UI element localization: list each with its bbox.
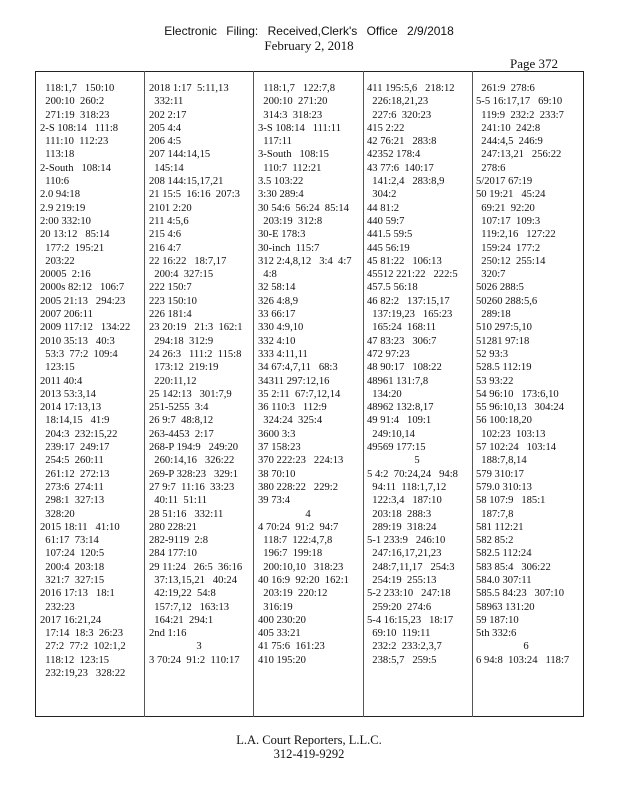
index-entry: 49 91:4 109:1 (367, 415, 432, 427)
index-entry: 122:3,4 187:10 (367, 495, 442, 507)
column-divider (144, 71, 145, 717)
index-entry: 215 4:6 (149, 229, 182, 241)
index-column-5 (476, 82, 576, 710)
index-entry: 102:23 103:13 (476, 428, 546, 440)
index-entry: 2016 17:13 18:1 (40, 588, 115, 600)
index-entry: 316:19 (258, 601, 293, 613)
page-number: Page 372 (510, 56, 559, 71)
index-entry: 34311 297:12,16 (258, 375, 330, 387)
column-divider (363, 71, 364, 717)
index-entry: 400 230:20 (258, 614, 306, 626)
index-entry: 2nd 1:16 (149, 628, 187, 640)
index-entry: 5-1 233:9 246:10 (367, 535, 446, 547)
index-entry: 200:4 203:18 (40, 561, 105, 573)
index-entry: 40:11 51:11 (149, 495, 208, 507)
index-entry: 320:7 (476, 269, 506, 281)
index-entry: 37 158:23 (258, 442, 301, 454)
index-entry: 583 85:4 306:22 (476, 561, 551, 573)
index-entry: 196:7 199:18 (258, 548, 323, 560)
index-entry: 332:11 (149, 96, 184, 108)
index-entry: 410 195:20 (258, 654, 306, 666)
index-entry: 20 13:12 85:14 (40, 229, 110, 241)
index-entry: 223 150:10 (149, 295, 197, 307)
index-entry: 55 96:10,13 304:24 (476, 402, 564, 414)
index-entry: 173:12 219:19 (149, 362, 219, 374)
index-entry: 42352 178:4 (367, 149, 421, 161)
index-entry: 24 26:3 111:2 115:8 (149, 348, 242, 360)
index-entry: 36 110:3 112:9 (258, 402, 327, 414)
index-entry: 119:2,16 127:22 (476, 229, 556, 241)
index-entry: 28 51:16 332:11 (149, 508, 224, 520)
index-entry: 238:5,7 259:5 (367, 654, 437, 666)
index-entry: 5/2017 67:19 (476, 176, 533, 188)
index-section-heading: 4 (305, 508, 311, 520)
index-entry: 440 59:7 (367, 215, 405, 227)
index-entry: 2101 2:20 (149, 202, 192, 214)
index-entry: 27 9:7 11:16 33:23 (149, 481, 235, 493)
index-column-3 (258, 82, 358, 710)
index-entry: 2011 40:4 (40, 375, 83, 387)
index-entry: 581 112:21 (476, 521, 524, 533)
column-divider (253, 71, 254, 717)
index-entry: 58963 131:20 (476, 601, 535, 613)
index-entry: 57 102:24 103:14 (476, 442, 557, 454)
index-entry: 50 19:21 45:24 (476, 189, 546, 201)
index-entry: 208 144:15,17,21 (149, 176, 224, 188)
index-entry: 52 93:3 (476, 348, 509, 360)
index-entry: 2.0 94:18 (40, 189, 81, 201)
index-entry: 298:1 327:13 (40, 495, 105, 507)
index-column-4 (367, 82, 467, 710)
index-entry: 227:6 320:23 (367, 109, 432, 121)
index-entry: 254:5 260:11 (40, 455, 104, 467)
index-entry: 61:17 73:14 (40, 535, 99, 547)
index-entry: 42:19,22 54:8 (149, 588, 216, 600)
index-entry: 47 83:23 306:7 (367, 335, 437, 347)
index-entry: 42 76:21 283:8 (367, 136, 437, 148)
index-entry: 582.5 112:24 (476, 548, 532, 560)
index-entry: 118:7 122:4,7,8 (258, 535, 333, 547)
index-entry: 30 54:6 56:24 85:14 (258, 202, 349, 214)
index-entry: 27:2 77:2 102:1,2 (40, 641, 126, 653)
index-entry: 39 73:4 (258, 495, 291, 507)
index-entry: 203:22 (40, 255, 75, 267)
hearing-date: February 2, 2018 (264, 38, 354, 53)
index-entry: 141:2,4 283:8,9 (367, 176, 445, 188)
index-entry: 49569 177:15 (367, 442, 426, 454)
index-entry: 333 4:11,11 (258, 348, 308, 360)
index-entry: 585.5 84:23 307:10 (476, 588, 564, 600)
index-entry: 107:17 109:3 (476, 215, 541, 227)
index-entry: 411 195:5,6 218:12 (367, 83, 455, 94)
index-entry: 268-P 194:9 249:20 (149, 442, 239, 454)
index-entry: 51281 97:18 (476, 335, 530, 347)
index-entry: 332 4:10 (258, 335, 296, 347)
index-entry: 328:20 (40, 508, 75, 520)
index-entry: 118:1,7 150:10 (40, 83, 115, 94)
index-entry: 30-inch 115:7 (258, 242, 320, 254)
index-entry: 261:9 278:6 (476, 83, 535, 94)
index-entry: 321:7 327:15 (40, 574, 105, 586)
index-entry: 5 4:2 70:24,24 94:8 (367, 468, 458, 480)
index-section-heading: 5 (414, 455, 420, 467)
index-entry: 3-S 108:14 111:11 (258, 122, 341, 134)
index-entry: 43 77:6 140:17 (367, 162, 434, 174)
index-entry: 259:20 274:6 (367, 601, 432, 613)
index-entry: 2014 17:13,13 (40, 402, 102, 414)
index-entry: 35 2:11 67:7,12,14 (258, 388, 341, 400)
index-entry: 119:9 232:2 233:7 (476, 109, 564, 121)
index-entry: 203:19 312:8 (258, 215, 323, 227)
index-entry: 445 56:19 (367, 242, 410, 254)
index-entry: 415 2:22 (367, 122, 405, 134)
index-entry: 3:30 289:4 (258, 189, 304, 201)
index-entry: 5-4 16:15,23 18:17 (367, 614, 454, 626)
index-entry: 271:19 318:23 (40, 109, 110, 121)
index-entry: 94:11 118:1,7,12 (367, 481, 447, 493)
index-entry: 261:12 272:13 (40, 468, 110, 480)
index-entry: 200:10,10 318:23 (258, 561, 344, 573)
index-entry: 2.9 219:19 (40, 202, 86, 214)
index-entry: 2010 35:13 40:3 (40, 335, 115, 347)
index-entry: 48962 132:8,17 (367, 402, 434, 414)
index-entry: 579.0 310:13 (476, 481, 532, 493)
index-entry: 50260 288:5,6 (476, 295, 538, 307)
index-entry: 232:19,23 328:22 (40, 668, 126, 680)
index-entry: 510 297:5,10 (476, 322, 532, 334)
index-entry: 282-9119 2:8 (149, 535, 209, 547)
index-entry: 46 82:2 137:15,17 (367, 295, 450, 307)
index-entry: 123:15 (40, 362, 75, 374)
filing-stamp: Electronic Filing: Received,Clerk's Office 2/9/2018 (164, 24, 454, 38)
index-entry: 2013 53:3,14 (40, 388, 96, 400)
index-entry: 472 97:23 (367, 348, 410, 360)
index-entry: 30-E 178:3 (258, 229, 306, 241)
index-entry: 2015 18:11 41:10 (40, 521, 120, 533)
index-entry: 6 94:8 103:24 118:7 (476, 654, 570, 666)
index-entry: 289:18 (476, 309, 511, 321)
index-entry: 5026 288:5 (476, 282, 524, 294)
index-entry: 2018 1:17 5:11,13 (149, 83, 229, 94)
index-entry: 118:1,7 122:7,8 (258, 83, 336, 94)
index-entry: 69:10 119:11 (367, 628, 431, 640)
index-entry: 280 228:21 (149, 521, 197, 533)
index-entry: 269-P 328:23 329:1 (149, 468, 239, 480)
index-entry: 324:24 325:4 (258, 415, 323, 427)
index-entry: 159:24 177:2 (476, 242, 541, 254)
index-entry: 200:4 327:15 (149, 269, 214, 281)
index-entry: 457.5 56:18 (367, 282, 418, 294)
index-entry: 200:10 271:20 (258, 96, 328, 108)
index-entry: 232:23 (40, 601, 75, 613)
index-entry: 41 75:6 161:23 (258, 641, 325, 653)
index-entry: 294:18 312:9 (149, 335, 214, 347)
index-entry: 211 4:5,6 (149, 215, 189, 227)
index-entry: 25 142:13 301:7,9 (149, 388, 232, 400)
reporter-phone: 312-419-9292 (273, 747, 345, 761)
index-entry: 2000s 82:12 106:7 (40, 282, 125, 294)
index-entry: 113:18 (40, 149, 75, 161)
index-entry: 312 2:4,8,12 3:4 4:7 (258, 255, 352, 267)
index-entry: 528.5 112:19 (476, 362, 532, 374)
index-entry: 3600 3:3 (258, 428, 296, 440)
index-entry: 145:14 (149, 162, 184, 174)
index-entry: 187:7,8 (476, 508, 514, 520)
index-entry: 22 16:22 18:7,17 (149, 255, 227, 267)
index-entry: 48961 131:7,8 (367, 375, 429, 387)
index-entry: 29 11:24 26:5 36:16 (149, 561, 243, 573)
reporter-name: L.A. Court Reporters, L.L.C. (236, 733, 382, 747)
index-entry: 5-5 16:17,17 69:10 (476, 96, 563, 108)
index-entry: 260:14,16 326:22 (149, 455, 235, 467)
index-entry: 2009 117:12 134:22 (40, 322, 131, 334)
index-entry: 251-5255 3:4 (149, 402, 209, 414)
index-entry: 107:24 120:5 (40, 548, 105, 560)
index-entry: 405 33:21 (258, 628, 301, 640)
index-entry: 244:4,5 246:9 (476, 136, 543, 148)
index-entry: 59 187:10 (476, 614, 519, 626)
index-entry: 164:21 294:1 (149, 614, 214, 626)
index-entry: 34 67:4,7,11 68:3 (258, 362, 338, 374)
index-entry: 273:6 274:11 (40, 481, 104, 493)
index-entry: 110:7 112:21 (258, 162, 322, 174)
index-section-heading: 6 (523, 641, 529, 653)
index-entry: 2007 206:11 (40, 309, 93, 321)
index-entry: 53 93:22 (476, 375, 514, 387)
index-entry: 2-S 108:14 111:8 (40, 122, 119, 134)
index-entry: 202 2:17 (149, 109, 187, 121)
index-entry: 3.5 103:22 (258, 176, 304, 188)
index-entry: 45 81:22 106:13 (367, 255, 442, 267)
index-entry: 241:10 242:8 (476, 122, 541, 134)
index-entry: 220:11,12 (149, 375, 197, 387)
index-entry: 118:12 123:15 (40, 654, 110, 666)
index-entry: 58 107:9 185:1 (476, 495, 546, 507)
index-entry: 226 181:4 (149, 309, 192, 321)
index-entry: 5-2 233:10 247:18 (367, 588, 451, 600)
index-entry: 206 4:5 (149, 136, 182, 148)
index-entry: 44 81:2 (367, 202, 400, 214)
index-entry: 289:19 318:24 (367, 521, 437, 533)
index-entry: 18:14,15 41:9 (40, 415, 110, 427)
index-entry: 2005 21:13 294:23 (40, 295, 126, 307)
index-column-2 (149, 82, 249, 710)
index-entry: 582 85:2 (476, 535, 514, 547)
index-section-heading: 3 (196, 641, 202, 653)
index-entry: 278:6 (476, 162, 506, 174)
index-entry: 205 4:4 (149, 122, 182, 134)
index-entry: 263-4453 2:17 (149, 428, 214, 440)
index-entry: 2017 16:21,24 (40, 614, 102, 626)
index-entry: 222 150:7 (149, 282, 192, 294)
index-entry: 40 16:9 92:20 162:1 (258, 574, 349, 586)
index-entry: 21 15:5 16:16 207:3 (149, 189, 240, 201)
index-entry: 248:7,11,17 254:3 (367, 561, 455, 573)
index-entry: 239:17 249:17 (40, 442, 110, 454)
index-entry: 3-South 108:15 (258, 149, 329, 161)
index-entry: 370 222:23 224:13 (258, 455, 344, 467)
index-entry: 56 100:18,20 (476, 415, 532, 427)
index-entry: 37:13,15,21 40:24 (149, 574, 237, 586)
index-entry: 177:2 195:21 (40, 242, 105, 254)
index-entry: 54 96:10 173:6,10 (476, 388, 559, 400)
index-entry: 584.0 307:11 (476, 574, 532, 586)
index-entry: 247:16,17,21,23 (367, 548, 442, 560)
index-entry: 232:2 233:2,3,7 (367, 641, 442, 653)
index-entry: 134:20 (367, 388, 402, 400)
index-entry: 110:6 (40, 176, 70, 188)
index-entry: 38 70:10 (258, 468, 296, 480)
index-entry: 157:7,12 163:13 (149, 601, 230, 613)
index-entry: 3 70:24 91:2 110:17 (149, 654, 240, 666)
index-entry: 188:7,8,14 (476, 455, 527, 467)
index-entry: 216 4:7 (149, 242, 182, 254)
index-entry: 314:3 318:23 (258, 109, 323, 121)
index-entry: 26 9:7 48:8,12 (149, 415, 214, 427)
index-entry: 32 58:14 (258, 282, 296, 294)
index-entry: 111:10 112:23 (40, 136, 109, 148)
index-entry: 69:21 92:20 (476, 202, 535, 214)
index-entry: 20005 2:16 (40, 269, 91, 281)
index-entry: 250:12 255:14 (476, 255, 546, 267)
index-entry: 203:18 288:3 (367, 508, 432, 520)
index-entry: 254:19 255:13 (367, 574, 437, 586)
index-entry: 2-South 108:14 (40, 162, 111, 174)
index-entry: 226:18,21,23 (367, 96, 429, 108)
index-entry: 165:24 168:11 (367, 322, 437, 334)
index-entry: 200:10 260:2 (40, 96, 105, 108)
index-entry: 23 20:19 21:3 162:1 (149, 322, 243, 334)
index-entry: 33 66:17 (258, 309, 296, 321)
index-entry: 441.5 59:5 (367, 229, 413, 241)
index-entry: 2:00 332:10 (40, 215, 91, 227)
index-entry: 203:19 220:12 (258, 588, 328, 600)
index-entry: 204:3 232:15,22 (40, 428, 118, 440)
index-entry: 5th 332:6 (476, 628, 517, 640)
index-entry: 53:3 77:2 109:4 (40, 348, 118, 360)
index-entry: 380 228:22 229:2 (258, 481, 339, 493)
index-entry: 326 4:8,9 (258, 295, 299, 307)
column-divider (472, 71, 473, 717)
index-entry: 284 177:10 (149, 548, 197, 560)
index-entry: 207 144:14,15 (149, 149, 211, 161)
index-entry: 48 90:17 108:22 (367, 362, 442, 374)
index-entry: 304:2 (367, 189, 397, 201)
index-entry: 330 4:9,10 (258, 322, 304, 334)
index-entry: 45512 221:22 222:5 (367, 269, 458, 281)
index-entry: 137:19,23 165:23 (367, 309, 453, 321)
index-entry: 4:8 (258, 269, 277, 281)
index-entry: 17:14 18:3 26:23 (40, 628, 123, 640)
index-entry: 579 310:17 (476, 468, 524, 480)
index-entry: 4 70:24 91:2 94:7 (258, 521, 339, 533)
index-entry: 249:10,14 (367, 428, 415, 440)
index-entry: 117:11 (258, 136, 292, 148)
index-entry: 247:13,21 256:22 (476, 149, 562, 161)
index-column-1 (40, 82, 130, 710)
